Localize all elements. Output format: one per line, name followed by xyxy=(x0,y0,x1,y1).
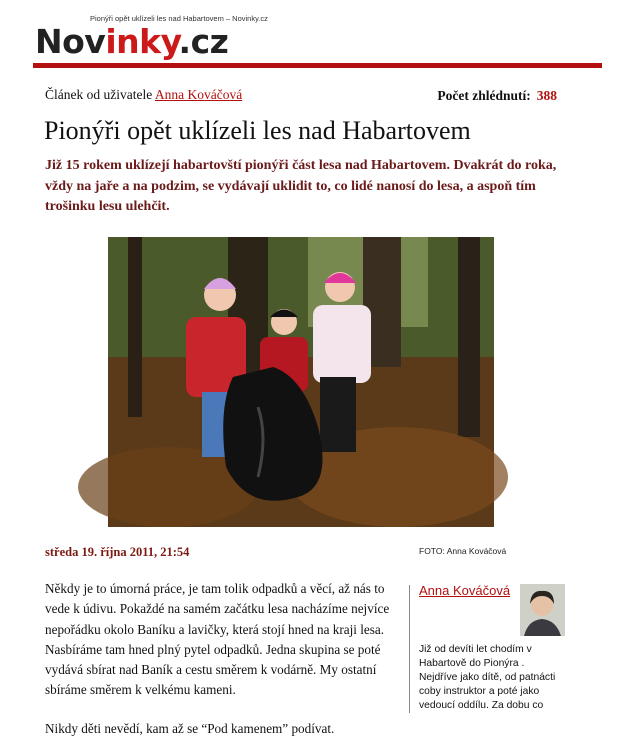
logo-text-part3: .cz xyxy=(178,22,229,61)
article-perex: Již 15 rokem uklízejí habartovští pionýři část lesa nad Habartovem. Dvakrát do roka, vždy na jaře a na podzim, se vydávají uklidit to, co lidé nanosí do lesa, a aspoň tím trošinku lesu ulehčit. xyxy=(45,158,557,214)
byline-prefix: Článek od uživatele xyxy=(45,87,153,102)
article-date: středa 19. října 2011, 21:54 xyxy=(45,545,190,559)
logo-text-part2: inky xyxy=(105,22,179,61)
views-label: Počet zhlédnutí: xyxy=(437,88,531,103)
sidebar-divider xyxy=(409,585,410,713)
author-bio: Již od devíti let chodím v Habartově do Pionýra . Nejdříve jako dítě, od patnácti coby instruktor a poté jako vedoucí oddílu. Za dobu co xyxy=(419,644,556,711)
print-page-title: Pionýři opět uklízeli les nad Habartovem – Novinky.cz xyxy=(90,14,268,23)
forest-scene-illustration xyxy=(108,237,494,527)
byline-author-link[interactable]: Anna Kováčová xyxy=(154,87,243,102)
body-paragraph: Někdy je to úmorná práce, je tam tolik odpadků a věcí, až nás to vede k údivu. Pokaždé na samém začátku lesa nacházíme nejvíce nepořádku okolo Baníku a lavičky, která stojí hned na kraji lesa. Nasbíráme tam hned plný pytel odpadků. Jedna skupina se poté vydává sbírat nad Baník a cestu směrem k vodárně. My ostatní sbíráme směrem k velkému kameni. xyxy=(45,581,390,698)
view-counter xyxy=(437,88,557,104)
logo-text-part1: Nov xyxy=(35,22,106,61)
header-divider-bar xyxy=(33,63,602,68)
body-paragraph: Nikdy děti nevědí, kam až se “Pod kamenem” podívat. xyxy=(45,720,335,736)
author-avatar[interactable] xyxy=(520,584,565,636)
author-box-name-link[interactable]: Anna Kováčová xyxy=(419,583,511,598)
views-count: 388 xyxy=(536,88,557,103)
photo-credit: FOTO: Anna Kováčová xyxy=(419,546,507,556)
article-headline: Pionýři opět uklízeli les nad Habartovem xyxy=(44,116,471,145)
author-avatar-illustration xyxy=(520,584,565,636)
article-byline xyxy=(45,87,242,103)
article-photo xyxy=(108,237,494,527)
article-body xyxy=(45,579,408,736)
novinky-logo[interactable] xyxy=(35,22,228,62)
